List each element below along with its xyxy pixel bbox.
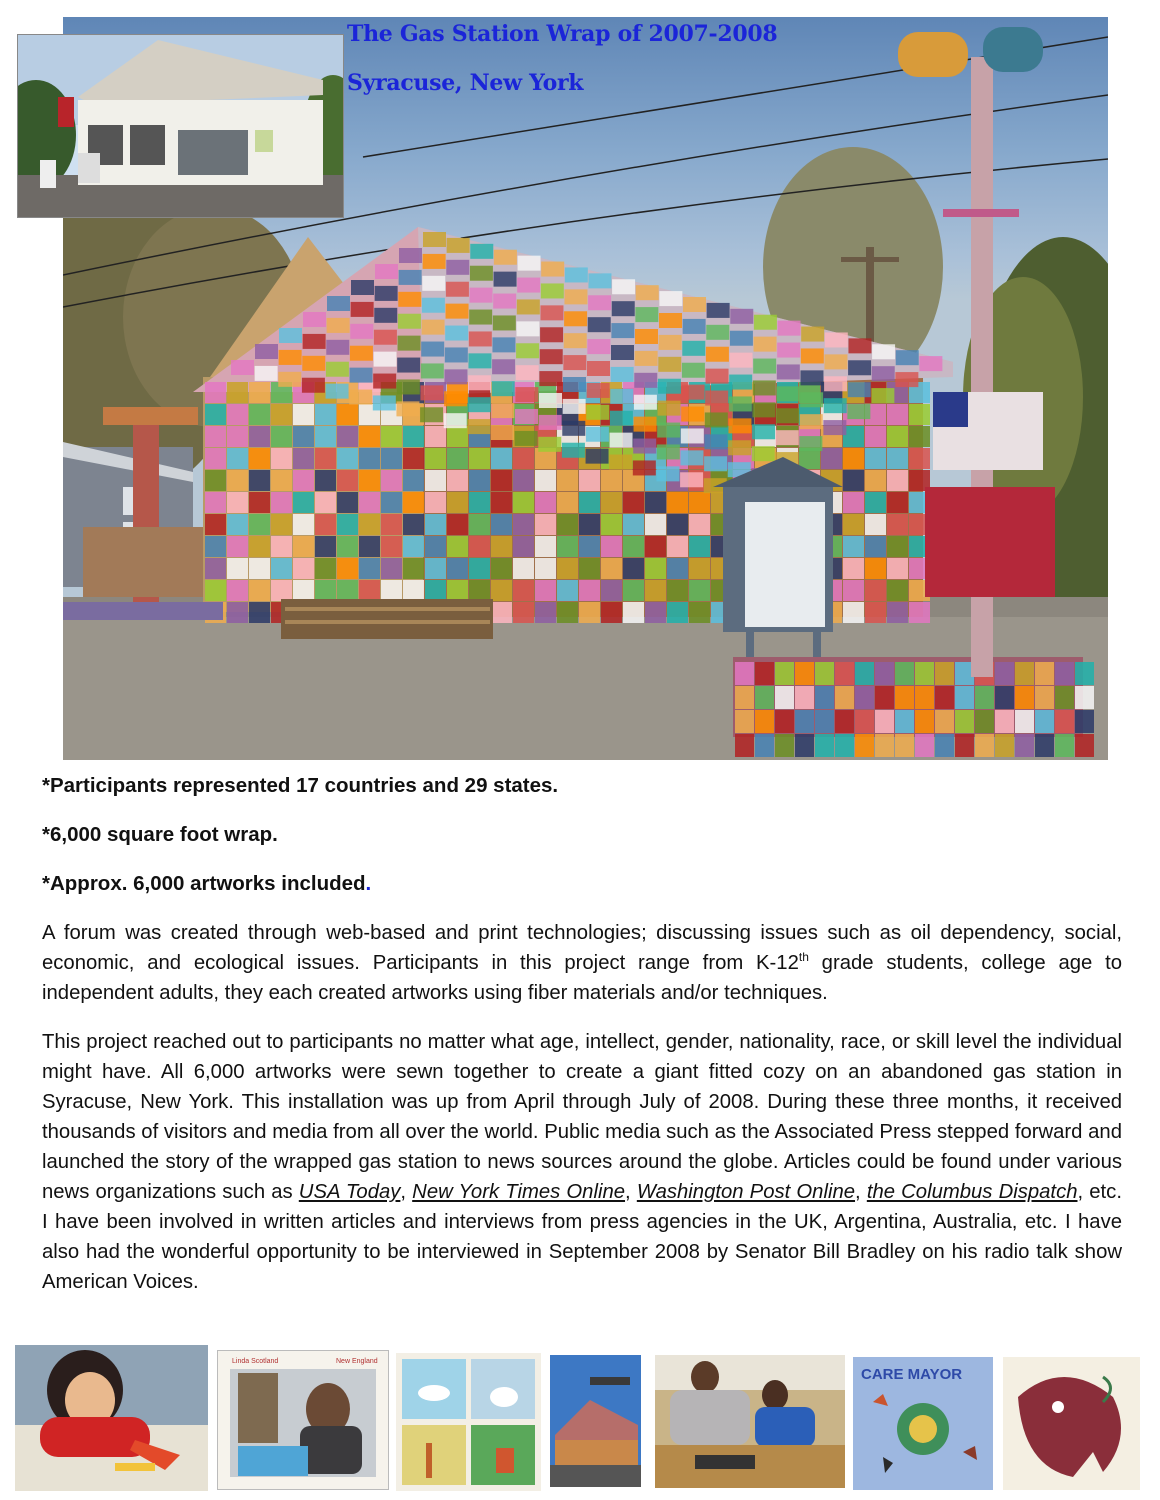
link-washington-post-online[interactable]: Washington Post Online — [636, 1181, 856, 1203]
thumb-students-working — [655, 1355, 845, 1488]
lumber-pile — [281, 599, 493, 639]
thumb-hands-quilt — [853, 1357, 993, 1490]
thumbnail-strip — [0, 1345, 1160, 1495]
link-columbus-dispatch[interactable]: the Columbus Dispatch — [866, 1181, 1078, 1203]
thumb-whale-quilt — [1003, 1357, 1140, 1490]
thumb-woman-sewing — [217, 1350, 389, 1490]
fact-artworks: *Approx. 6,000 artworks included. — [42, 872, 372, 895]
thumb-label-name: Linda Scotland — [232, 1358, 279, 1365]
fact-wrap-size: *6,000 square foot wrap. — [42, 823, 278, 846]
thumb-child-painting — [15, 1345, 208, 1491]
thumb-label-quilt: CARE MAYOR — [861, 1366, 963, 1383]
facts-list — [42, 774, 1122, 921]
link-new-york-times-online[interactable]: New York Times Online — [412, 1181, 626, 1203]
hero-subtitle: Syracuse, New York — [347, 70, 584, 96]
link-usa-today[interactable]: USA Today — [298, 1181, 401, 1203]
paragraph-project: This project reached out to participants no matter what age, intellect, gender, nationality, race, or skill level the individual might have. All 6,000 artworks were sewn together to create a giant fitted cozy on an abandoned gas station in Syracuse, New York. This installation was up from April through July of 2008. During these three months, it received thousands of visitors and media from all over the world. Public media such as the Associated Press stepped forward and launched the story of the wrapped gas station to news sources around the globe. Articles could be found under various news organizations such as USA Today, New York Times Online, Washington Post Online, the Columbus Dispatch, etc. I have been involved in written articles and interviews from press agencies in the UK, Argentina, Australia, etc. I have also had the wonderful opportunity to be interviewed in September 2008 by Senator Bill Bradley on his radio talk show American Voices. — [42, 1031, 1122, 1293]
paragraph-forum: A forum was created through web-based and print technologies; discussing issues such as oil dependency, social, economic, and ecological issues. Participants in this project range from K-12th grade students, college age to independent adults, they each created artworks using fiber materials and/or techniques. — [42, 922, 1122, 1004]
thumb-animal-quilt — [396, 1353, 541, 1491]
fact-participants: *Participants represented 17 countries and 29 states. — [42, 774, 559, 797]
hero-title: The Gas Station Wrap of 2007-2008 — [347, 21, 778, 47]
thumb-label-place: New England — [336, 1358, 378, 1365]
inset-original-gas-station-photo — [17, 34, 344, 218]
thumb-wrapped-station — [550, 1355, 641, 1487]
